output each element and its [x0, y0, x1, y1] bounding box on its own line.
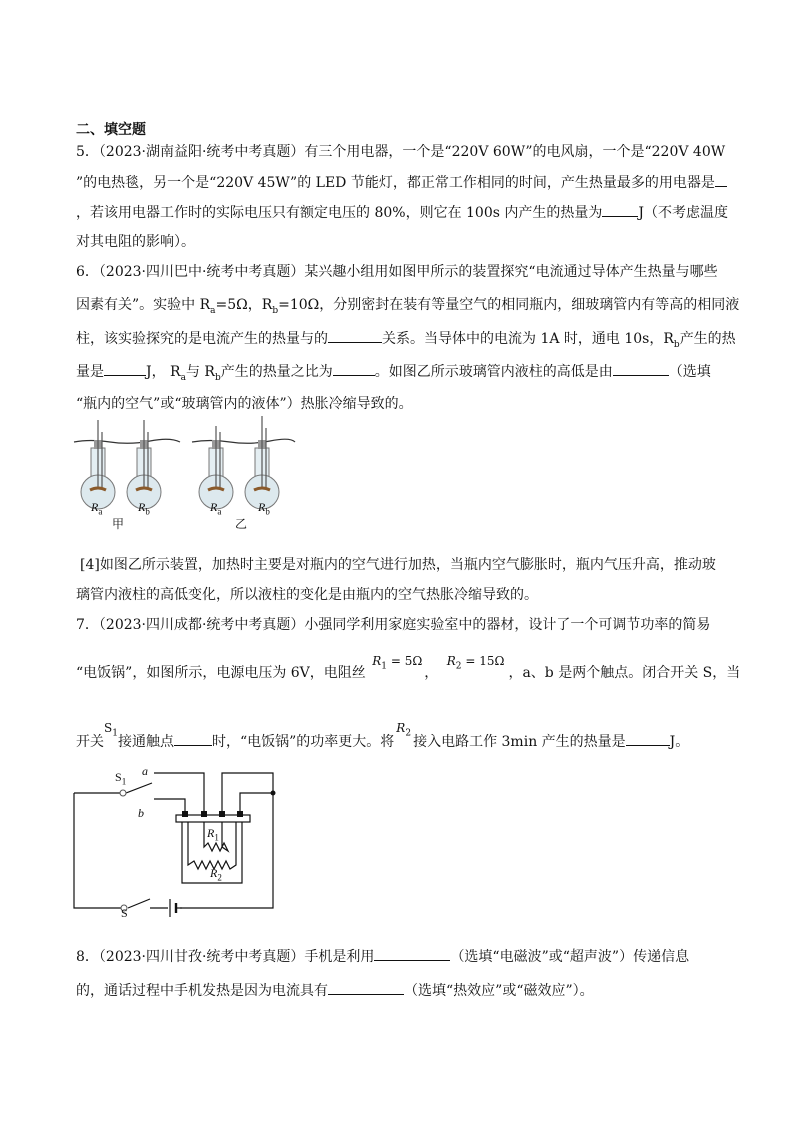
answer-blank [333, 361, 375, 376]
label-ra-jia: $R_a$ [91, 500, 103, 517]
terminal-3 [219, 811, 225, 817]
answer-blank [328, 980, 404, 995]
wire-left [74, 793, 122, 908]
label-jia: 甲 [112, 517, 125, 531]
q7-text: 接通触点 [117, 734, 174, 750]
q7-text: “电饭锅”，如图所示，电源电压为 6V，电阻丝 [76, 665, 366, 681]
section-title: 二、填空题 [76, 122, 146, 138]
q6-answer-line-1: [4]如图乙所示装置，加热时主要是对瓶内的空气进行加热，当瓶内空气膨胀时，瓶内气压升高，推动玻 [80, 557, 716, 573]
q8-text: （选填“热效应”或“磁效应”）。 [404, 983, 594, 999]
q7-text: ，a、b 是两个触点。闭合开关 S，当 [508, 665, 741, 681]
circuit-label-b: b [138, 806, 144, 820]
circuit-label-a: a [142, 764, 148, 778]
q7-line-2 [76, 654, 741, 688]
q7-line-1: 7．（2023·四川成都·统考中考真题）小强同学利用家庭实验室中的器材，设计了一个可调节功率的简易 [76, 617, 711, 633]
q7-text: 接入电路工作 3min 产生的热量是 [413, 734, 626, 750]
q5-line-3 [76, 202, 728, 223]
q6-text: 与 R [185, 364, 215, 380]
r1-formula: $R_1 = 5\Omega$ [372, 654, 423, 672]
q6-text: 量是 [76, 364, 104, 380]
s1-symbol: $S_1$ [104, 721, 118, 739]
circuit-label-s1: $S_1$ [115, 770, 127, 787]
q8-line-2 [76, 980, 594, 1001]
q6-answer-line-2: 璃管内液柱的高低变化，所以液柱的变化是由瓶内的空气热胀冷缩导致的。 [76, 587, 538, 603]
rice-cooker-circuit [70, 765, 290, 925]
subscript: b [673, 339, 680, 350]
q7-text: 时，“电饭锅”的功率更大。将 [211, 734, 395, 750]
q6-text: 因素有关”。实验中 R [76, 297, 211, 313]
label-ra-yi: $R_a$ [210, 500, 222, 517]
circuit-label-r1: $R_1$ [207, 826, 219, 843]
q6-text: =5Ω，R [215, 297, 273, 313]
answer-blank [626, 731, 670, 746]
label-rb-yi: $R_b$ [258, 500, 270, 517]
surface-line-yi [192, 439, 295, 443]
answer-blank [602, 202, 638, 217]
q6-text: 。如图乙所示玻璃管内液柱的高低是由 [374, 364, 613, 380]
subscript: a [180, 372, 186, 383]
r2-formula: $R_2 = 15\Omega$ [446, 654, 505, 672]
answer-blank [328, 328, 382, 343]
q6-line-4 [76, 361, 711, 388]
subscript: b [272, 305, 279, 316]
q6-text: =10Ω，分别密封在装有等量空气的相同瓶内，细玻璃管内有等高的相同液 [278, 297, 740, 313]
q7-text: 开关 [76, 734, 104, 750]
q5-text: J（不考虑温度 [638, 205, 728, 221]
flask-ra-yi [199, 426, 233, 509]
q5-line-4: 对其电阻的影响）。 [76, 234, 195, 250]
label-rb-jia: $R_b$ [138, 500, 150, 517]
q6-line-1: 6．（2023·四川巴中·统考中考真题）某兴趣小组用如图甲所示的装置探究“电流通过导体产生热量与哪些 [76, 264, 718, 280]
switch-s-blade [128, 899, 150, 908]
q6-text: 柱，该实验探究的是电流产生的热量与的 [76, 331, 328, 347]
q8-text: （选填“电磁波”或“超声波”）传递信息 [450, 949, 690, 965]
subscript: a [210, 305, 216, 316]
q5-text: ，若该用电器工作时的实际电压只有额定电压的 80%，则它在 100s 内产生的热量为 [76, 205, 603, 221]
answer-blank [104, 361, 146, 376]
terminal-2 [201, 811, 207, 817]
q5-text: ”的电热毯，另一个是“220V 45W”的 LED 节能灯，都正常工作相同的时间，产生热量最多的用电器是 [76, 175, 715, 191]
q8-text: 8．（2023·四川甘孜·统考中考真题）手机是利用 [76, 949, 375, 965]
q7-line-3 [76, 721, 690, 757]
r2-symbol: $R_2$ [396, 721, 412, 739]
answer-blank [174, 731, 212, 746]
q7-text: J。 [669, 734, 690, 750]
circuit-label-s: S [121, 906, 128, 920]
switch-s1-blade [126, 783, 152, 793]
flask-ra-jia [81, 420, 115, 509]
q6-text: J， R [146, 364, 181, 380]
terminal-4 [237, 811, 243, 817]
subscript: b [214, 372, 221, 383]
q6-line-3 [76, 328, 736, 355]
surface-line-jia [74, 439, 180, 443]
q6-line-2 [76, 295, 739, 321]
answer-blank [374, 946, 450, 961]
flask-rb-yi [245, 416, 279, 509]
wire-contact-a [154, 773, 204, 815]
q7-text: ， [424, 665, 439, 681]
q5-line-1: 5．（2023·湖南益阳·统考中考真题）有三个用电器，一个是“220V 60W”的电风扇，一个是“220V 40W [76, 144, 726, 160]
q8-line-1 [76, 946, 689, 967]
answer-blank [715, 172, 727, 187]
q6-text: 关系。当导体中的电流为 1A 时，通电 10s，R [382, 331, 674, 347]
flask-rb-jia [127, 420, 161, 509]
q6-text: 产生的热量之比为 [220, 364, 333, 380]
q6-line-5: “瓶内的空气”或“玻璃管内的液体”）热胀冷缩导致的。 [76, 396, 413, 412]
answer-blank [613, 361, 669, 376]
wire-right-inner [240, 793, 273, 815]
junction-dot [271, 791, 276, 796]
circuit-label-r2: $R_2$ [210, 866, 222, 883]
q8-text: 的，通话过程中手机发热是因为电流具有 [76, 983, 328, 999]
q5-line-2 [76, 172, 727, 193]
wire-contact-b [154, 799, 185, 815]
switch-s1-pivot [120, 790, 126, 796]
q6-text: （选填 [668, 364, 711, 380]
terminal-1 [182, 811, 188, 817]
q6-text: 产生的热 [679, 331, 736, 347]
label-yi: 乙 [235, 517, 248, 531]
